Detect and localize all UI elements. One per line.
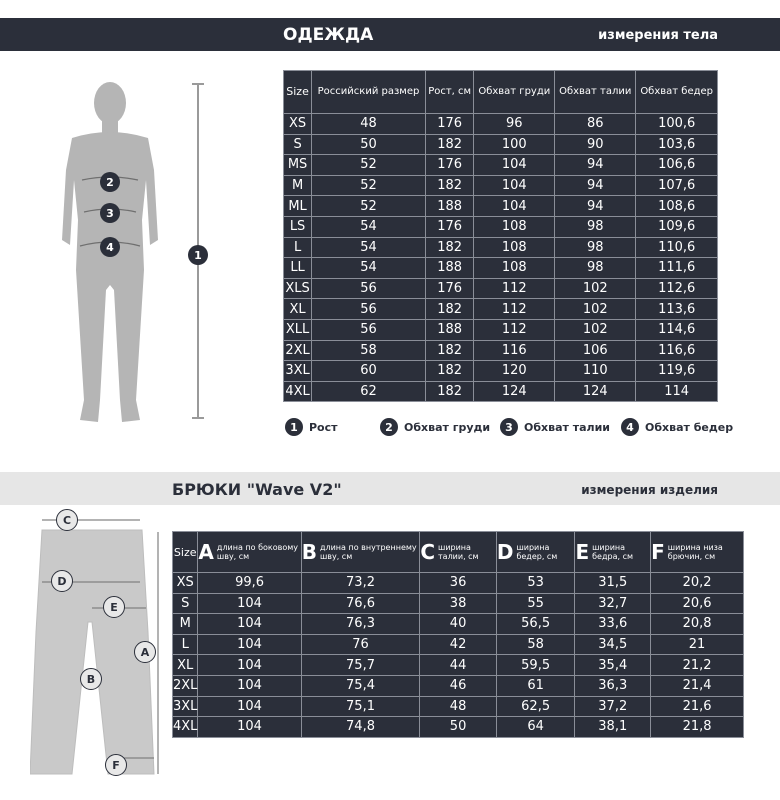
table-cell: 102 (555, 278, 636, 299)
table-cell: 94 (555, 155, 636, 176)
pants-header-letter: B (301, 540, 317, 564)
table-cell: 56 (312, 299, 426, 320)
clothing-header-cell: Size (284, 71, 312, 114)
table-row (284, 361, 718, 382)
legend-hips (621, 418, 733, 436)
legend-num: 2 (380, 418, 398, 436)
table-cell: 112,6 (636, 278, 718, 299)
figure-mark-height: 1 (188, 245, 208, 265)
table-cell: 52 (312, 175, 426, 196)
table-cell: 111,6 (636, 258, 718, 279)
clothing-header-cell: Обхват бедер (636, 71, 718, 114)
table-cell: 106,6 (636, 155, 718, 176)
legend-chest (380, 418, 490, 436)
pants-mark-a: A (134, 641, 156, 663)
table-cell: 62 (312, 381, 426, 402)
table-cell: S (173, 593, 198, 614)
table-row (284, 319, 718, 340)
table-cell: 58 (312, 340, 426, 361)
table-cell: 44 (420, 655, 497, 676)
table-cell: 113,6 (636, 299, 718, 320)
table-cell: XS (284, 114, 312, 135)
table-row (284, 381, 718, 402)
legend-waist (500, 418, 610, 436)
table-cell: 20,6 (651, 593, 744, 614)
table-row (173, 634, 744, 655)
pants-mark-c: C (56, 509, 78, 531)
table-cell: 104 (198, 593, 301, 614)
pants-header-cell (651, 532, 744, 573)
clothing-title: ОДЕЖДА (283, 25, 374, 45)
table-cell: 20,8 (651, 614, 744, 635)
table-cell: LL (284, 258, 312, 279)
table-row (173, 696, 744, 717)
table-cell: 104 (198, 696, 301, 717)
table-cell: 46 (420, 675, 497, 696)
table-cell: 119,6 (636, 361, 718, 382)
table-cell: 36 (420, 573, 497, 594)
table-cell: 4XL (284, 381, 312, 402)
table-cell: 99,6 (198, 573, 301, 594)
pants-header-bar (0, 472, 780, 505)
table-cell: 110,6 (636, 237, 718, 258)
table-cell: 73,2 (301, 573, 420, 594)
table-cell: 76,3 (301, 614, 420, 635)
table-cell: 74,8 (301, 717, 420, 738)
table-cell: 104 (474, 175, 555, 196)
table-cell: 64 (496, 717, 575, 738)
pants-header-text: ширина низа брючин, см (667, 543, 723, 561)
table-row (284, 278, 718, 299)
table-cell: 188 (425, 196, 474, 217)
table-cell: 36,3 (575, 675, 651, 696)
pants-mark-d: D (51, 570, 73, 592)
table-cell: 50 (312, 134, 426, 155)
table-cell: 75,1 (301, 696, 420, 717)
table-cell: 188 (425, 258, 474, 279)
table-cell: XLS (284, 278, 312, 299)
table-cell: 182 (425, 381, 474, 402)
table-cell: 100,6 (636, 114, 718, 135)
table-cell: 176 (425, 114, 474, 135)
table-cell: 32,7 (575, 593, 651, 614)
table-cell: 116 (474, 340, 555, 361)
table-cell: 35,4 (575, 655, 651, 676)
table-row (284, 216, 718, 237)
table-cell: 103,6 (636, 134, 718, 155)
table-cell: 176 (425, 155, 474, 176)
clothing-header-cell: Российский размер (312, 71, 426, 114)
table-cell: 114 (636, 381, 718, 402)
table-cell: XLL (284, 319, 312, 340)
legend-label: Обхват талии (524, 420, 610, 434)
table-row (284, 237, 718, 258)
table-cell: ML (284, 196, 312, 217)
table-row (284, 134, 718, 155)
legend-label: Обхват бедер (645, 420, 734, 434)
table-cell: 124 (555, 381, 636, 402)
pants-header-cell (496, 532, 575, 573)
table-cell: 31,5 (575, 573, 651, 594)
table-cell: L (173, 634, 198, 655)
pants-mark-e: E (103, 596, 125, 618)
table-cell: 21 (651, 634, 744, 655)
table-cell: 38,1 (575, 717, 651, 738)
table-cell: 109,6 (636, 216, 718, 237)
table-cell: XL (173, 655, 198, 676)
table-cell: 107,6 (636, 175, 718, 196)
clothing-subtitle: измерения тела (598, 28, 718, 43)
table-row (284, 258, 718, 279)
table-cell: 176 (425, 216, 474, 237)
table-cell: 34,5 (575, 634, 651, 655)
table-cell: XL (284, 299, 312, 320)
clothing-size-table (283, 70, 718, 402)
pants-title: БРЮКИ "Wave V2" (172, 480, 342, 499)
table-cell: 104 (198, 634, 301, 655)
table-cell: 56 (312, 278, 426, 299)
table-cell: 58 (496, 634, 575, 655)
table-cell: L (284, 237, 312, 258)
pants-header-size: Size (173, 532, 198, 573)
table-cell: 76 (301, 634, 420, 655)
table-cell: S (284, 134, 312, 155)
table-cell: 106 (555, 340, 636, 361)
table-cell: 59,5 (496, 655, 575, 676)
table-cell: 116,6 (636, 340, 718, 361)
table-cell: 37,2 (575, 696, 651, 717)
table-cell: 124 (474, 381, 555, 402)
table-cell: 108 (474, 216, 555, 237)
table-cell: 53 (496, 573, 575, 594)
table-row (284, 299, 718, 320)
table-cell: 2XL (284, 340, 312, 361)
table-row (284, 340, 718, 361)
table-row (284, 155, 718, 176)
table-cell: 3XL (284, 361, 312, 382)
pants-header-cell (301, 532, 420, 573)
table-cell: MS (284, 155, 312, 176)
table-cell: LS (284, 216, 312, 237)
table-cell: 96 (474, 114, 555, 135)
table-cell: 98 (555, 237, 636, 258)
pants-header-text: ширина талии, см (438, 543, 479, 561)
pants-header-text: длина по боковому шву, см (216, 543, 299, 561)
table-cell: 108 (474, 237, 555, 258)
table-row (173, 614, 744, 635)
table-cell: 21,4 (651, 675, 744, 696)
figure-mark-hips: 4 (100, 237, 120, 257)
pants-size-table (172, 531, 744, 738)
legend-num: 4 (621, 418, 639, 436)
table-cell: 182 (425, 175, 474, 196)
pants-header-letter: E (575, 540, 590, 564)
table-cell: 33,6 (575, 614, 651, 635)
table-row (284, 175, 718, 196)
table-cell: 42 (420, 634, 497, 655)
clothing-header-bar (0, 18, 780, 51)
table-cell: 21,6 (651, 696, 744, 717)
table-cell: 3XL (173, 696, 198, 717)
table-cell: 104 (198, 675, 301, 696)
table-cell: 21,8 (651, 717, 744, 738)
table-cell: 21,2 (651, 655, 744, 676)
table-cell: 104 (474, 196, 555, 217)
table-cell: 75,4 (301, 675, 420, 696)
legend-num: 1 (285, 418, 303, 436)
table-row (284, 196, 718, 217)
body-figure-illustration (50, 70, 240, 430)
table-cell: 108,6 (636, 196, 718, 217)
clothing-header-cell: Рост, см (425, 71, 474, 114)
table-cell: 104 (198, 614, 301, 635)
table-cell: 182 (425, 299, 474, 320)
table-cell: 20,2 (651, 573, 744, 594)
pants-subtitle: измерения изделия (581, 483, 718, 497)
table-cell: 104 (474, 155, 555, 176)
table-cell: 98 (555, 258, 636, 279)
table-cell: 100 (474, 134, 555, 155)
table-cell: 56 (312, 319, 426, 340)
table-cell: 54 (312, 216, 426, 237)
table-cell: 94 (555, 175, 636, 196)
table-cell: 120 (474, 361, 555, 382)
table-cell: 112 (474, 278, 555, 299)
table-cell: 62,5 (496, 696, 575, 717)
table-cell: 176 (425, 278, 474, 299)
table-cell: 182 (425, 361, 474, 382)
table-row (173, 593, 744, 614)
table-cell: 86 (555, 114, 636, 135)
table-cell: XS (173, 573, 198, 594)
table-cell: 102 (555, 299, 636, 320)
pants-header-letter: A (198, 540, 214, 564)
table-cell: 104 (198, 717, 301, 738)
table-cell: 102 (555, 319, 636, 340)
table-cell: 182 (425, 237, 474, 258)
table-cell: 48 (420, 696, 497, 717)
table-cell: 50 (420, 717, 497, 738)
table-cell: 90 (555, 134, 636, 155)
table-cell: 104 (198, 655, 301, 676)
pants-mark-b: B (80, 668, 102, 690)
pants-header-cell (198, 532, 301, 573)
pants-header-letter: D (496, 540, 514, 564)
table-cell: 112 (474, 319, 555, 340)
figure-mark-chest: 2 (100, 172, 120, 192)
table-row (173, 675, 744, 696)
table-cell: 110 (555, 361, 636, 382)
table-cell: 60 (312, 361, 426, 382)
legend-height (285, 418, 338, 436)
pants-figure-illustration (30, 512, 180, 782)
table-cell: 61 (496, 675, 575, 696)
pants-header-text: ширина бедер, см (516, 543, 558, 561)
table-cell: 188 (425, 319, 474, 340)
table-cell: 38 (420, 593, 497, 614)
clothing-header-cell: Обхват талии (555, 71, 636, 114)
table-cell: M (173, 614, 198, 635)
table-cell: 108 (474, 258, 555, 279)
table-cell: 94 (555, 196, 636, 217)
table-cell: 75,7 (301, 655, 420, 676)
table-row (173, 717, 744, 738)
pants-header-text: ширина бедра, см (592, 543, 633, 561)
pants-header-letter: F (651, 540, 665, 564)
table-cell: 55 (496, 593, 575, 614)
legend-num: 3 (500, 418, 518, 436)
table-cell: 112 (474, 299, 555, 320)
clothing-header-cell: Обхват груди (474, 71, 555, 114)
table-cell: 98 (555, 216, 636, 237)
table-row (173, 573, 744, 594)
table-row (173, 655, 744, 676)
pants-mark-f: F (105, 754, 127, 776)
table-row (284, 114, 718, 135)
table-cell: M (284, 175, 312, 196)
table-cell: 114,6 (636, 319, 718, 340)
table-cell: 182 (425, 340, 474, 361)
table-cell: 182 (425, 134, 474, 155)
legend-label: Рост (309, 420, 338, 434)
table-cell: 54 (312, 237, 426, 258)
table-cell: 54 (312, 258, 426, 279)
pants-header-text: длина по внутреннему шву, см (319, 543, 417, 561)
table-cell: 76,6 (301, 593, 420, 614)
table-cell: 2XL (173, 675, 198, 696)
table-cell: 48 (312, 114, 426, 135)
pants-header-letter: C (420, 540, 435, 564)
pants-header-cell (575, 532, 651, 573)
table-cell: 40 (420, 614, 497, 635)
figure-mark-waist: 3 (100, 203, 120, 223)
table-cell: 4XL (173, 717, 198, 738)
pants-header-cell (420, 532, 497, 573)
table-cell: 52 (312, 155, 426, 176)
table-cell: 52 (312, 196, 426, 217)
legend-label: Обхват груди (404, 420, 491, 434)
table-cell: 56,5 (496, 614, 575, 635)
